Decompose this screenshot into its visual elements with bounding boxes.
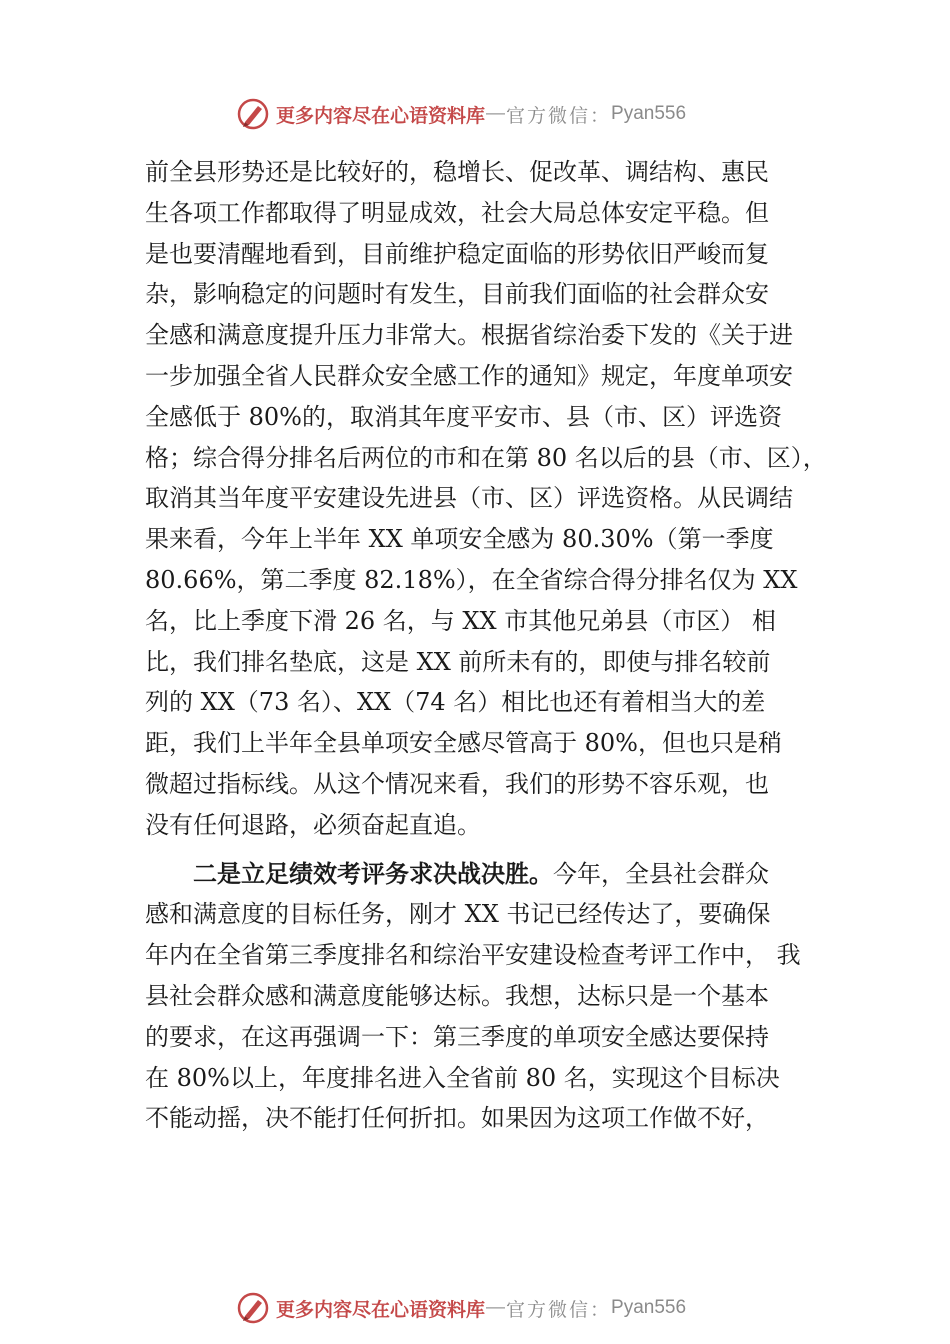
pen-logo-icon: [236, 97, 270, 131]
footer-watermark: [236, 1288, 686, 1328]
paragraph-1: [145, 152, 825, 846]
text-line: 没有任何退路，必须奋起直追。: [145, 810, 481, 839]
text-line: 在 80%以上，年度排名进入全省前 80 名，实现这个目标决: [145, 1063, 780, 1092]
watermark-id: Pyan556: [611, 103, 687, 124]
text-line: 果来看，今年上半年 XX 单项安全感为 80.30%（第一季度: [145, 525, 774, 554]
text-line: 不能动摇，决不能打任何折扣。如果因为这项工作做不好，: [145, 1104, 769, 1133]
watermark-sub-text: 官方微信：: [506, 1298, 612, 1321]
text-span: 今年，全县社会群众: [553, 859, 769, 888]
text-line: 微超过指标线。从这个情况来看，我们的形势不容乐观，也: [145, 769, 769, 798]
text-line: 全感低于 80%的，取消其年度平安市、县（市、区）评选资: [145, 402, 782, 431]
paragraph-2-first-line: [145, 854, 825, 895]
text-line: 距，我们上半年全县单项安全感尽管高于 80%，但也只是稍: [145, 729, 782, 758]
text-line: 的要求，在这再强调一下：第三季度的单项安全感达要保持: [145, 1022, 769, 1051]
document-body: [145, 152, 825, 1139]
text-line: 80.66%，第二季度 82.18%），在全省综合得分排名仅为 XX: [145, 565, 798, 594]
watermark-main-text: 更多内容尽在心语资料库: [276, 1298, 486, 1321]
text-line: 名，比上季度下滑 26 名，与 XX 市其他兄弟县（市区） 相: [145, 606, 776, 635]
text-line: 生各项工作都取得了明显成效，社会大局总体安定平稳。但: [145, 198, 769, 227]
paragraph-heading: 二是立足绩效考评务求决战决胜。: [193, 859, 553, 888]
watermark-separator: —: [486, 1297, 506, 1318]
text-line: 感和满意度的目标任务，刚才 XX 书记已经传达了，要确保: [145, 900, 771, 929]
text-line: 全感和满意度提升压力非常大。根据省综治委下发的《关于进: [145, 321, 793, 350]
watermark-main-text: 更多内容尽在心语资料库: [276, 104, 486, 127]
text-line: 取消其当年度平安建设先进县（市、区）评选资格。从民调结: [145, 484, 793, 513]
watermark-sub-text: 官方微信：: [506, 104, 612, 127]
header-watermark: [236, 94, 686, 134]
text-line: 格；综合得分排名后两位的市和在第 80 名以后的县（市、区），: [145, 443, 827, 472]
text-line: 一步加强全省人民群众安全感工作的通知》规定，年度单项安: [145, 361, 793, 390]
pen-logo-icon: [236, 1291, 270, 1325]
text-line: 年内在全省第三季度排名和综治平安建设检查考评工作中， 我: [145, 941, 801, 970]
watermark-id: Pyan556: [611, 1297, 687, 1318]
text-line: 杂，影响稳定的问题时有发生，目前我们面临的社会群众安: [145, 280, 769, 309]
paragraph-2: [145, 854, 825, 1140]
text-line: 比，我们排名垫底，这是 XX 前所未有的，即使与排名较前: [145, 647, 771, 676]
text-line: 前全县形势还是比较好的，稳增长、促改革、调结构、惠民: [145, 158, 769, 186]
watermark-separator: —: [486, 103, 506, 124]
text-line: 是也要清醒地看到，目前维护稳定面临的形势依旧严峻而复: [145, 239, 769, 268]
text-line: 县社会群众感和满意度能够达标。我想，达标只是一个基本: [145, 981, 769, 1010]
text-line: 列的 XX（73 名）、XX（74 名）相比也还有着相当大的差: [145, 688, 766, 717]
